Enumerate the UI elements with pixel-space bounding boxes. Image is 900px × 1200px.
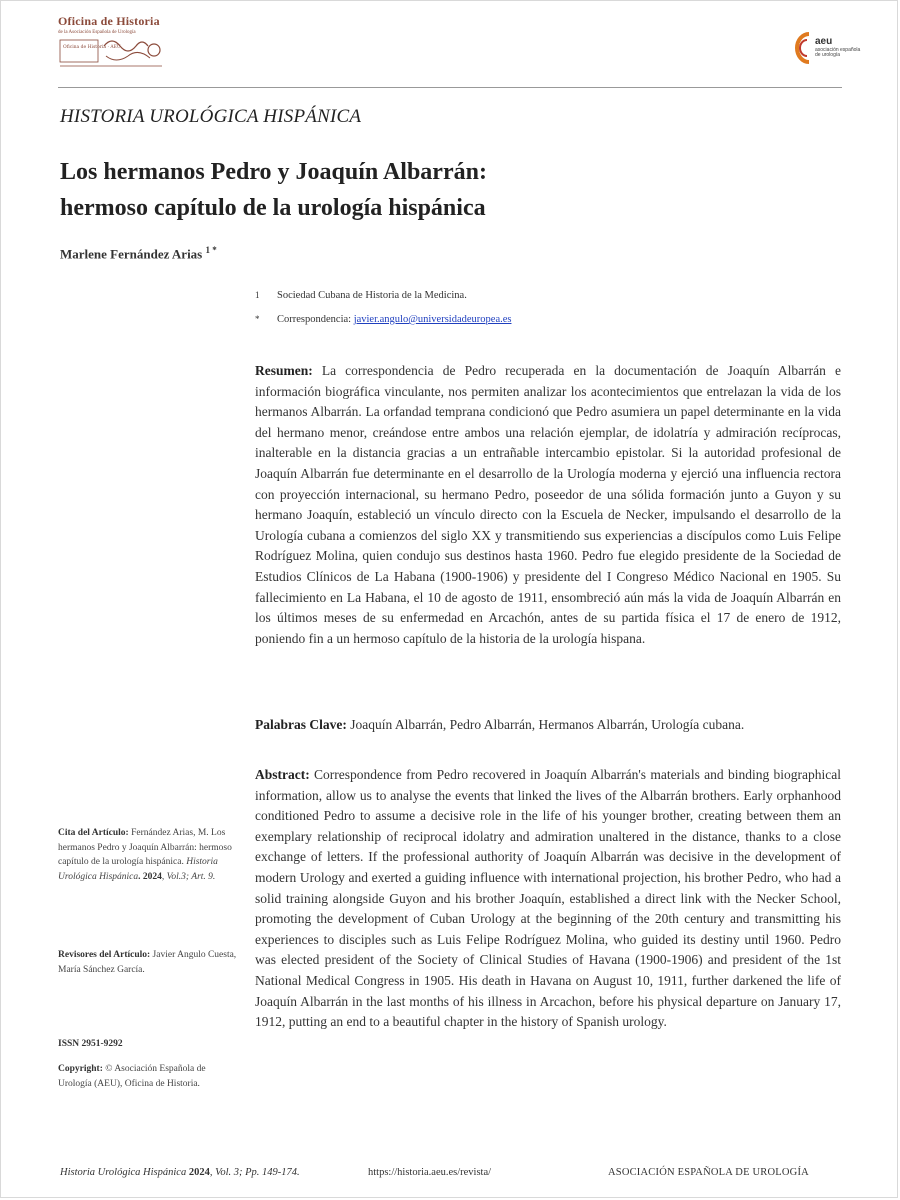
author-name: Marlene Fernández Arias [60, 246, 203, 262]
correspondence-label: Correspondencia: [277, 314, 354, 325]
reviewers-label: Revisores del Artículo: [58, 950, 151, 960]
footer-organization: ASOCIACIÓN ESPAÑOLA DE UROLOGÍA [608, 1167, 809, 1178]
aeu-logo-fullname: asociación española de urología [815, 47, 861, 58]
reviewers-text: Javier Angulo Cuesta, María Sánchez García. [58, 950, 237, 975]
abstract-text: Correspondence from Pedro recovered in Joaquín Albarrán's materials and binding biographical information, allow us to analyse the events that linked the lives of the Albarrán brothers. Early orphanhood conditioned Pedro to assume a decisive role in the life of his younger brother, creating between them an exemplary relationship of reciprocal idolatry and admiration unaltered in the distance, thanks to a close exchange of letters. If the professional authority of Joaquín Albarrán was decisive in the development of modern Urology and exerted a guiding influence with international projection, his brother Pedro, who had a solid training alongside Guyon and his brother Joaquín, established a direct link with the Necker School, promoting the development of Cuban Urology at the beginning of the 20th century and transmitting his experiences to disciples such as Luis Felipe Rodríguez Molina, who guided its destiny until 1960. Pedro was elected president of the Society of Clinical Studies of Havana (1900-1906) and president of the 1st National Medical Congress in 1905. His death in Havana on August 10, 1911, further darkened the life of Joaquín Albarrán in the last months of his illness in Arcachon, before his physical departure on January 17, 1912, putting an end to a beautiful chapter in the history of Spanish urology. [255, 767, 841, 1030]
citation-volume: , Vol.3; Art. 9. [161, 871, 216, 882]
office-logo-emblem [58, 36, 166, 70]
issn: ISSN 2951-9292 [58, 1039, 123, 1049]
keywords-paragraph [255, 715, 841, 735]
keywords-label: Palabras Clave: [255, 717, 347, 732]
footer-journal: Historia Urológica Hispánica [60, 1167, 189, 1178]
title-line-1: Los hermanos Pedro y Joaquín Albarrán: [60, 159, 487, 185]
article-title [60, 154, 840, 226]
copyright-text: © Asociación Española de Urología (AEU), Oficina de Historia. [58, 1064, 206, 1089]
resumen-text: La correspondencia de Pedro recuperada en la documentación de Joaquín Albarrán e información biográfica vinculante, nos permiten analizar los acontecimientos que entrelazan la vida de los hermanos Albarrán. La orfandad temprana condicionó que Pedro asumiera un papel determinante en la vida del hermano menor, creándose entre ambos una relación ejemplar, de idolatría y admiración recíprocas, inalterable en la distancia gracias a un entrañable intercambio epistolar. Si la autoridad profesional de Joaquín Albarrán fue determinante en el desarrollo de la Urología moderna y ejerció una influencia rectora con proyección internacional, su hermano Pedro, poseedor de una sólida formación junto a Guyon y su hermano Joaquín, estableció un vínculo directo con la Escuela de Necker, impulsando el desarrollo de la Urología cubana a comienzos del siglo XX y transmitiendo sus experiencias a discípulos como Luis Felipe Rodríguez Molina, quien condujo sus destinos hasta 1960. Pedro fue elegido presidente de la Sociedad de Estudios Clínicos de La Habana (1900-1906) y presidente del I Congreso Médico Nacional en 1905. Su fallecimiento en La Habana, el 10 de agosto de 1911, ensombreció aún más la vida de Joaquín Albarrán en los últimos meses de su enfermedad en Arcachón, antes de su partida física el 17 de enero de 1912, poniendo fin a un hermoso capítulo de la historia de la urología hispana. [255, 363, 841, 646]
copyright-block [58, 1062, 238, 1091]
office-logo-text: Oficina de Historia · AEU [63, 45, 121, 50]
author-line [60, 245, 217, 262]
office-logo-subtitle: de la Asociación Española de Urología [58, 30, 136, 35]
section-heading: HISTORIA UROLÓGICA HISPÁNICA [60, 106, 362, 127]
citation-label: Cita del Artículo: [58, 828, 129, 838]
affiliation [255, 290, 467, 301]
resumen-label: Resumen: [255, 363, 313, 378]
copyright-label: Copyright: [58, 1064, 103, 1074]
resumen-paragraph [255, 361, 841, 649]
correspondence-mark: * [255, 314, 260, 324]
footer-url-link[interactable]: https://historia.aeu.es/revista/ [368, 1167, 492, 1178]
footer-citation [60, 1167, 300, 1178]
reviewers-block [58, 948, 238, 977]
citation-journal: Historia Urológica Hispánica [58, 857, 218, 882]
keywords-text: Joaquín Albarrán, Pedro Albarrán, Hermanos Albarrán, Urología cubana. [346, 717, 745, 732]
citation-block [58, 826, 238, 884]
office-logo-title: Oficina de Historia [58, 14, 160, 28]
aeu-logo-name: aeu [815, 36, 833, 47]
abstract-label: Abstract: [255, 767, 310, 782]
title-line-2: hermoso capítulo de la urología hispánica [60, 195, 486, 221]
abstract-paragraph [255, 765, 841, 1033]
correspondence [255, 314, 511, 325]
header-rule [58, 87, 842, 88]
correspondence-email-link[interactable]: javier.angulo@universidadeuropea.es [353, 314, 512, 325]
affiliation-mark: 1 [255, 290, 260, 300]
aeu-logo-icon [793, 30, 815, 66]
citation-text: Fernández Arias, M. Los hermanos Pedro y Joaquín Albarrán: hermoso capítulo de la urología hispánica. [58, 828, 232, 868]
author-marks: 1 * [205, 245, 217, 255]
affiliation-text: Sociedad Cubana de Historia de la Medicina. [277, 290, 467, 301]
citation-year: . 2024 [138, 871, 162, 882]
footer-volume: , Vol. 3; Pp. 149-174. [209, 1167, 300, 1178]
footer-year: 2024 [188, 1167, 210, 1178]
